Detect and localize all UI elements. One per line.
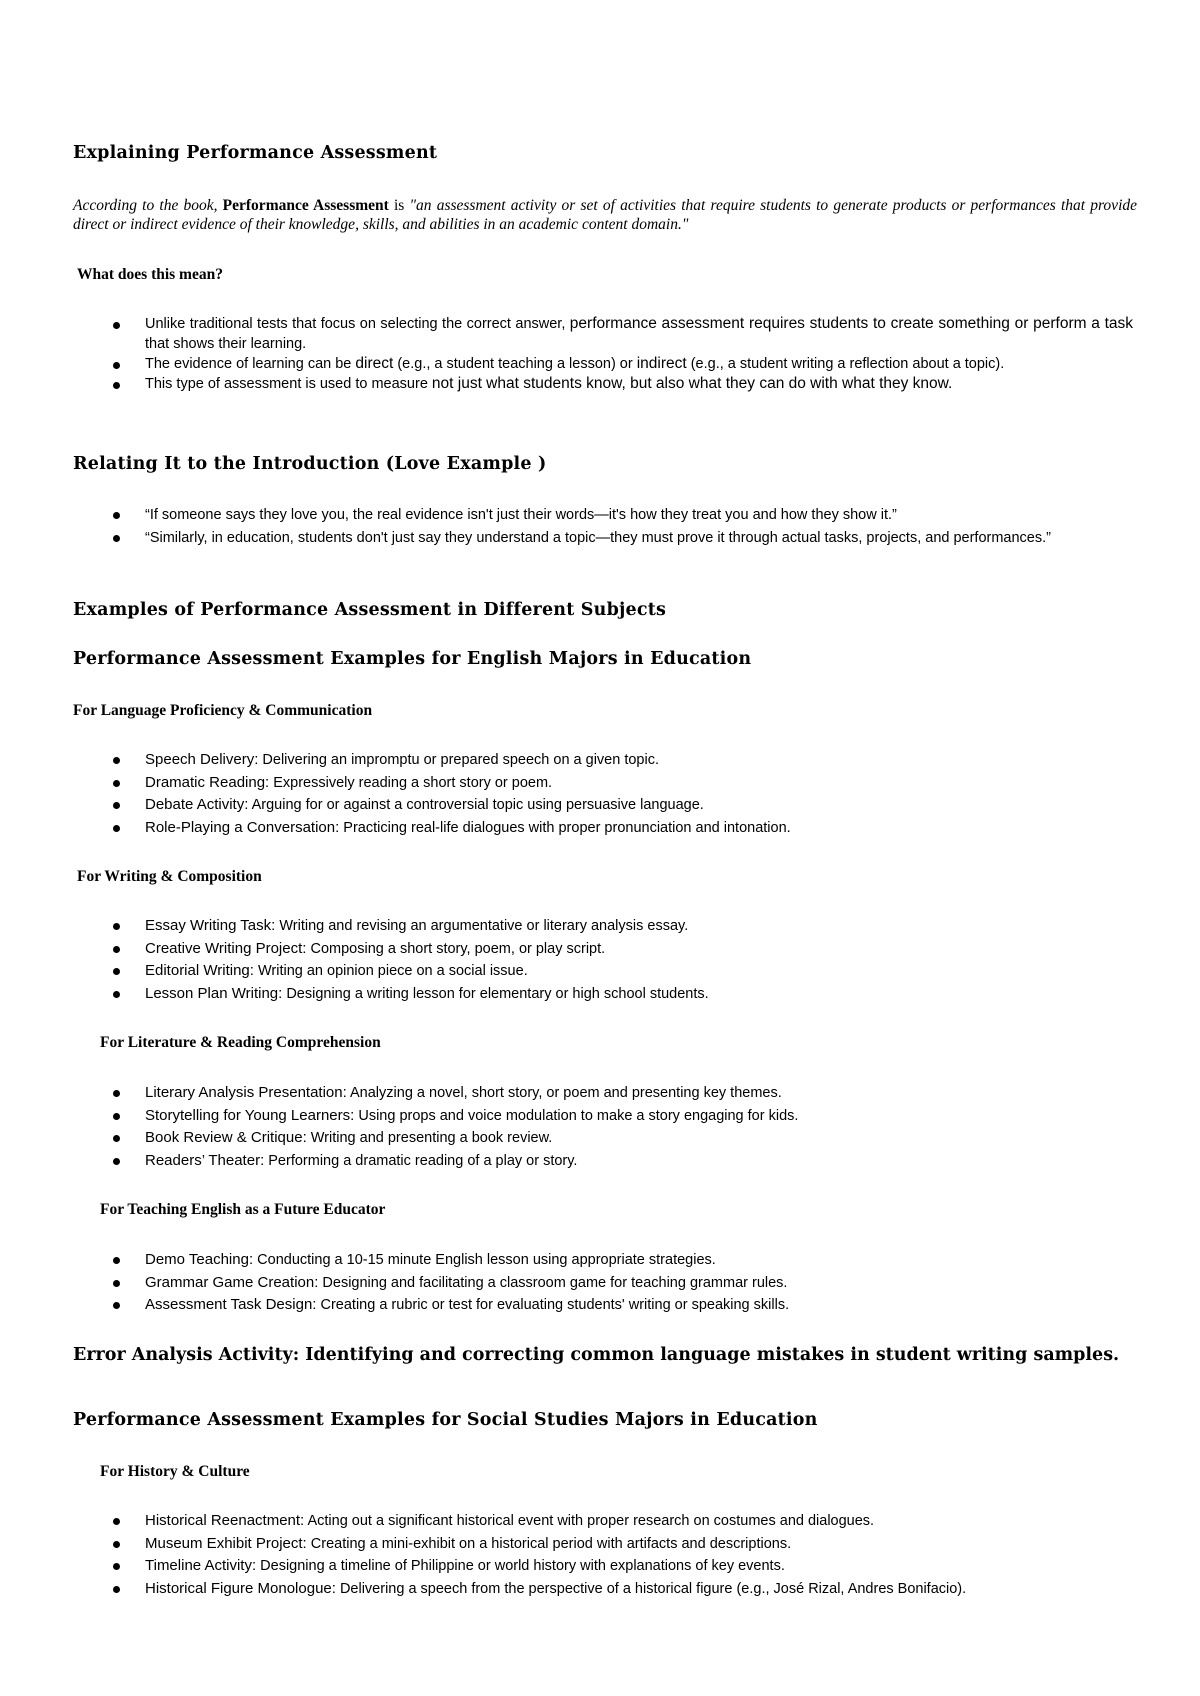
list-item: [73, 1510, 1133, 1533]
item-text: Conducting a 10-15 minute English lesson using appropriate strategies.: [253, 1252, 716, 1268]
item-text: Delivering a speech from the perspective of a historical figure (e.g., José Rizal, Andres Bonifacio).: [335, 1580, 967, 1597]
item-label: Historical Reenactment:: [145, 1512, 305, 1529]
meaning-list: [73, 314, 1133, 394]
group-heading-history: For History & Culture: [100, 1463, 250, 1480]
list-item: [73, 772, 1133, 795]
bullet-icon: [113, 1586, 120, 1593]
definition-quote: "an assessment activity or set of activities that require students to generate products or performances that provide direct or indirect evidence of their knowledge, skills, and abilities in an academic content domain.": [73, 197, 1138, 233]
bullet-icon: [113, 1563, 120, 1570]
bullet-icon: [113, 968, 120, 975]
list-item-text: (e.g., a student writing a reflection about a topic).: [686, 356, 1005, 372]
bullet-icon: [113, 802, 120, 809]
item-label: Historical Figure Monologue:: [145, 1579, 336, 1597]
item-text: Using props and voice modulation to make a story engaging for kids.: [354, 1107, 799, 1124]
list-item: [73, 960, 1133, 983]
history-list: [73, 1510, 1133, 1600]
item-text: Analyzing a novel, short story, or poem and presenting key themes.: [346, 1085, 782, 1101]
list-item: [73, 794, 1133, 817]
section-heading-social-studies: Performance Assessment Examples for Social Studies Majors in Education: [73, 1410, 818, 1430]
item-label: Storytelling for Young Learners:: [145, 1106, 355, 1124]
item-text: Creating a rubric or test for evaluating students' writing or speaking skills.: [316, 1297, 790, 1313]
list-item: “Similarly, in education, students don't just say they understand a topic—they must prove it through actual tasks, projects, and performances.”: [73, 527, 1133, 550]
list-item: [73, 374, 1133, 394]
item-text: Writing an opinion piece on a social issue.: [253, 963, 528, 979]
language-list: [73, 749, 1133, 839]
list-item: [73, 1082, 1133, 1105]
definition-paragraph: [73, 196, 1137, 234]
section-heading-explaining: Explaining Performance Assessment: [73, 143, 438, 163]
bullet-icon: [113, 1257, 120, 1264]
item-text: Acting out a significant historical event with proper research on costumes and dialogues.: [304, 1513, 875, 1529]
list-item: [73, 938, 1133, 961]
item-text: Designing a timeline of Philippine or world history with explanations of key events.: [256, 1558, 785, 1574]
item-label: Editorial Writing:: [145, 962, 254, 979]
list-item: [73, 354, 1133, 374]
group-heading-language: For Language Proficiency & Communication: [73, 702, 373, 719]
item-label: Grammar Game Creation:: [145, 1273, 319, 1291]
list-item-text: The evidence of learning can be: [145, 356, 356, 372]
bullet-icon: [113, 946, 120, 953]
bullet-icon: [113, 1113, 120, 1120]
list-item-emphasis: not just what students know, but also what they can do with what they know.: [431, 375, 953, 392]
bullet-icon: [113, 1090, 120, 1097]
list-item-text: Unlike traditional tests that focus on selecting the correct answer,: [145, 316, 570, 332]
item-label: Debate Activity:: [145, 796, 249, 813]
item-text: Arguing for or against a controversial topic using persuasive language.: [248, 797, 704, 813]
group-heading-literature: For Literature & Reading Comprehension: [100, 1034, 381, 1051]
list-item: [73, 915, 1133, 938]
item-label: Speech Delivery:: [145, 751, 259, 768]
item-label: Creative Writing Project:: [145, 939, 307, 957]
item-text: Practicing real-life dialogues with proper pronunciation and intonation.: [339, 819, 791, 836]
item-label: Museum Exhibit Project:: [145, 1534, 307, 1552]
list-item: [73, 1105, 1133, 1128]
list-item: [73, 1150, 1133, 1173]
bullet-icon: [113, 1302, 120, 1309]
question-heading: What does this mean?: [77, 266, 223, 283]
item-label: Dramatic Reading:: [145, 773, 270, 791]
list-item: [73, 1272, 1133, 1295]
list-item: [73, 817, 1133, 840]
definition-term: Performance Assessment: [222, 197, 389, 214]
bullet-icon: [113, 512, 120, 519]
item-text: Designing and facilitating a classroom game for teaching grammar rules.: [318, 1274, 788, 1291]
item-text: Writing and revising an argumentative or literary analysis essay.: [275, 918, 689, 934]
item-text: Delivering an impromptu or prepared speech on a given topic.: [258, 752, 659, 768]
list-item: [73, 1578, 1133, 1601]
bullet-icon: [113, 362, 120, 369]
bullet-icon: [113, 1135, 120, 1142]
item-text: Expressively reading a short story or poem.: [269, 774, 553, 791]
item-label: Demo Teaching:: [145, 1251, 254, 1268]
item-label: Literary Analysis Presentation:: [145, 1084, 347, 1101]
list-item: [73, 1249, 1133, 1272]
bullet-icon: [113, 1280, 120, 1287]
section-heading-examples: Examples of Performance Assessment in Different Subjects: [73, 600, 667, 620]
bullet-icon: [113, 382, 120, 389]
list-item-emphasis: direct: [355, 355, 394, 372]
bullet-icon: [113, 780, 120, 787]
definition-is: is: [388, 197, 410, 214]
list-item: [73, 1555, 1133, 1578]
section-heading-love-example: Relating It to the Introduction (Love Example ): [73, 454, 547, 474]
list-item: [73, 1533, 1133, 1556]
item-label: Readers’ Theater:: [145, 1151, 265, 1169]
list-item: [73, 983, 1133, 1006]
list-item: [73, 749, 1133, 772]
group-heading-writing: For Writing & Composition: [77, 868, 262, 885]
item-label: Book Review & Critique:: [145, 1129, 307, 1146]
item-label: Lesson Plan Writing:: [145, 984, 283, 1002]
bullet-icon: [113, 757, 120, 764]
item-label: Assessment Task Design:: [145, 1296, 317, 1313]
item-label: Essay Writing Task:: [145, 917, 276, 934]
bullet-icon: [113, 535, 120, 542]
list-item: [73, 1294, 1133, 1317]
list-item-text: This type of assessment is used to measure: [145, 376, 432, 392]
list-item-text: that shows their learning.: [145, 336, 307, 352]
item-text: Designing a writing lesson for elementary or high school students.: [282, 985, 709, 1002]
list-item-emphasis: performance assessment requires students to create something or perform a task: [569, 315, 1133, 332]
bullet-icon: [113, 1158, 120, 1165]
list-item: [73, 314, 1133, 354]
writing-list: [73, 915, 1133, 1005]
item-label: Role-Playing a Conversation:: [145, 818, 340, 836]
list-item-text: (e.g., a student teaching a lesson) or: [393, 356, 637, 372]
bullet-icon: [113, 322, 120, 329]
group-heading-teaching: For Teaching English as a Future Educator: [100, 1201, 386, 1218]
list-item: “If someone says they love you, the real evidence isn't just their words—it's how they treat you and how they show it.”: [73, 504, 1133, 527]
bullet-icon: [113, 1541, 120, 1548]
bullet-icon: [113, 1518, 120, 1525]
list-item: [73, 1127, 1133, 1150]
item-text: Writing and presenting a book review.: [306, 1130, 553, 1146]
item-label: Timeline Activity:: [145, 1557, 257, 1574]
teaching-list: [73, 1249, 1133, 1317]
item-text: Performing a dramatic reading of a play or story.: [264, 1152, 578, 1169]
love-example-list: [73, 504, 1133, 549]
bullet-icon: [113, 825, 120, 832]
bullet-icon: [113, 991, 120, 998]
list-item-emphasis: indirect: [636, 355, 687, 372]
literature-list: [73, 1082, 1133, 1172]
item-text: Creating a mini-exhibit on a historical period with artifacts and descriptions.: [306, 1535, 792, 1552]
bullet-icon: [113, 923, 120, 930]
definition-intro: According to the book,: [73, 197, 223, 214]
item-text: Composing a short story, poem, or play script.: [306, 940, 606, 957]
error-analysis-paragraph: Error Analysis Activity: Identifying and correcting common language mistakes in student writing samples.: [73, 1345, 1120, 1365]
section-heading-english-majors: Performance Assessment Examples for English Majors in Education: [73, 649, 752, 669]
